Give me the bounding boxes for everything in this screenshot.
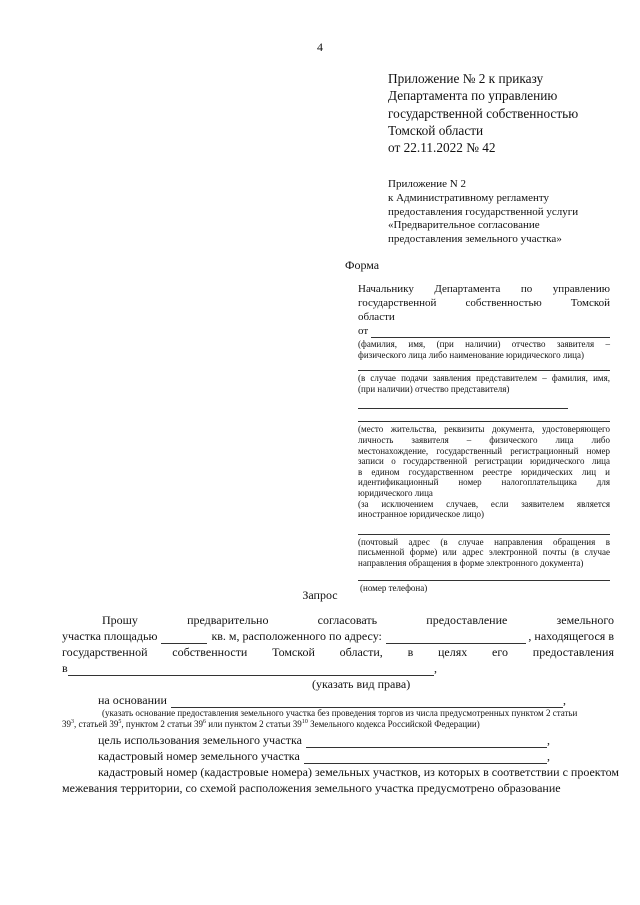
hint-text: (в случае подачи заявления представителем – фамилия, имя, xyxy=(358,373,610,384)
punctuation: , xyxy=(547,749,550,763)
form-label: Форма xyxy=(345,258,380,272)
request-body xyxy=(62,612,619,796)
hint-text: (фамилия, имя, (при наличии) отчество заявителя – xyxy=(358,339,610,349)
hint-text-part: , статьей 39 xyxy=(74,719,119,729)
hint-text: в едином государственном реестре юридических лиц и xyxy=(358,466,610,477)
hint-text-part: 39 xyxy=(62,719,71,729)
field-line[interactable] xyxy=(358,370,610,371)
order-header-line: от 22.11.2022 № 42 xyxy=(388,140,496,156)
body-line xyxy=(62,660,437,676)
purpose-field[interactable] xyxy=(306,736,547,748)
superscript: 3 xyxy=(71,719,74,725)
hint-text: направления обращения в форме электронного документа) xyxy=(358,557,584,568)
hint-text: (место жительства, реквизиты документа, удостоверяющего xyxy=(358,424,610,435)
hint-text: (за исключением случаев, если заявителем является xyxy=(358,498,610,509)
phone-field-line[interactable] xyxy=(358,580,610,581)
appendix-line: к Административному регламенту xyxy=(388,191,550,204)
basis-hint xyxy=(62,708,614,730)
hint-text: (почтовый адрес (в случае направления обращения в xyxy=(358,536,610,547)
cadastral-field[interactable] xyxy=(304,752,547,764)
recipient-line: области xyxy=(358,311,395,323)
appendix-line: предоставления земельного участка» xyxy=(388,233,562,246)
body-line xyxy=(62,748,550,764)
order-header-line: Приложение № 2 к приказу xyxy=(388,71,544,86)
request-title: Запрос xyxy=(302,588,338,602)
order-header-line: Томской области xyxy=(388,122,484,138)
hint-text xyxy=(62,719,614,730)
hint-text: иностранное юридическое лицо) xyxy=(358,509,484,520)
address-field[interactable] xyxy=(386,632,527,644)
area-field[interactable] xyxy=(161,632,207,644)
hint-text: (указать основание предоставления земельного участка без проведения торгов из числа предусмотренных пунктом 2 статьи xyxy=(102,708,578,718)
hint-text: (номер телефона) xyxy=(360,582,428,593)
hint-text: личность заявителя – физического лица либо xyxy=(358,434,610,445)
superscript: 6 xyxy=(203,719,207,725)
order-header xyxy=(388,70,578,156)
location-label: , находящегося в xyxy=(528,629,614,643)
basis-label: на основании xyxy=(98,693,167,707)
hint-text: физического лица либо наименование юридического лица) xyxy=(358,349,584,360)
hint-text-part: Земельного кодекса Российской Федерации) xyxy=(307,719,480,729)
body-line: кадастровый номер (кадастровые номера) земельных участков, из которых в соответствии с проектом xyxy=(98,765,619,779)
right-field[interactable] xyxy=(68,664,434,676)
hint-text: (указать вид права) xyxy=(312,677,411,691)
appendix-line: Приложение N 2 xyxy=(388,178,466,190)
recipient-line: государственной собственностью Томской xyxy=(358,297,610,309)
body-line: Прошу предварительно согласовать предоставление земельного xyxy=(102,613,614,627)
right-prefix: в xyxy=(62,661,68,675)
purpose-label: цель использования земельного участка xyxy=(98,733,302,747)
body-line: государственной собственности Томской области, в целях его предоставления xyxy=(62,645,614,659)
hint-text: записи о государственной регистрации юридического лица xyxy=(358,456,610,467)
body-line xyxy=(62,692,566,708)
recipient-block xyxy=(358,282,610,593)
field-line[interactable] xyxy=(358,408,568,409)
body-line xyxy=(62,628,614,644)
order-header-line: Департамента по управлению xyxy=(388,88,558,104)
page-number: 4 xyxy=(317,40,323,54)
cadastral-label: кадастровый номер земельного участка xyxy=(98,749,300,763)
hint-text-part: или пунктом 2 статьи 39 xyxy=(206,719,302,729)
appendix-header xyxy=(388,178,578,247)
order-header-line: государственной собственностью xyxy=(388,105,579,121)
hint-text: письменной форме) или адрес электронной почты (в случае xyxy=(358,547,610,558)
hint-text: (при наличии) отчество представителя) xyxy=(358,383,510,394)
from-row xyxy=(358,324,610,338)
body-line: межевания территории, со схемой расположения земельного участка предусмотрено образование xyxy=(62,781,561,795)
address-label: кв. м, расположенного по адресу: xyxy=(211,629,382,643)
hint-text: юридического лица xyxy=(358,487,433,498)
recipient-line: Начальнику Департамента по управлению xyxy=(358,283,610,295)
superscript: 5 xyxy=(118,719,122,725)
punctuation: , xyxy=(563,693,566,707)
field-line[interactable] xyxy=(358,534,610,535)
field-line[interactable] xyxy=(358,421,610,422)
superscript: 10 xyxy=(301,719,308,725)
area-label: участка площадью xyxy=(62,629,158,643)
from-label: от xyxy=(358,325,369,337)
body-line xyxy=(62,732,550,748)
punctuation: , xyxy=(547,733,550,747)
hint-text-part: , пунктом 2 статьи 39 xyxy=(121,719,204,729)
from-field-line[interactable] xyxy=(371,326,610,338)
punctuation: , xyxy=(434,661,437,675)
appendix-line: предоставления государственной услуги xyxy=(388,205,579,218)
appendix-line: «Предварительное согласование xyxy=(388,219,540,232)
basis-field[interactable] xyxy=(171,696,563,708)
hint-text: идентификационный номер налогоплательщика для xyxy=(358,477,610,488)
hint-text: местонахождение, государственный регистрационный номер xyxy=(358,445,610,456)
